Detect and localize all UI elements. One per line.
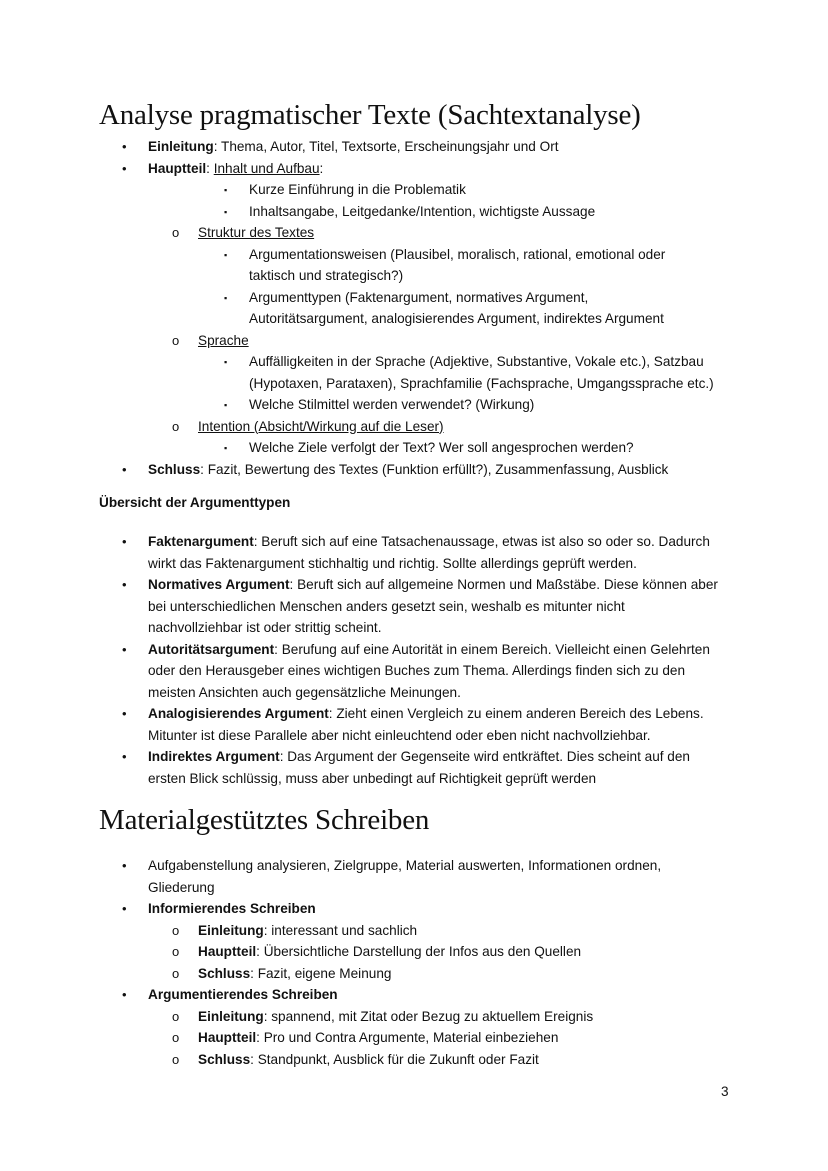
page-number: 3 [721, 1084, 729, 1099]
struktur-heading: Struktur des Textes [198, 225, 315, 240]
square-bullet-icon: ▪ [224, 443, 228, 453]
list-item [0, 136, 828, 158]
inhalt-aufbau-heading: Inhalt und Aufbau [213, 160, 320, 176]
bullet-icon: • [122, 641, 127, 657]
intention-heading: Intention (Absicht/Wirkung auf die Leser) [198, 418, 444, 434]
bullet-icon: • [122, 160, 127, 176]
bullet-icon: • [122, 706, 127, 721]
list-item [0, 330, 828, 352]
list-item: • Indirektes Argument: Das Argument der Gegenseite wird entkräftet. Dies scheint auf den [0, 746, 828, 768]
list-item-continuation: bei unterschiedlichen Menschen anders gesetzt sein, weshalb es mitunter nicht [148, 598, 625, 614]
section-title-sachtextanalyse: Analyse pragmatischer Texte (Sachtextanalyse) [99, 99, 641, 131]
schluss-text: : Fazit, Bewertung des Textes (Funktion erfüllt?), Zusammenfassung, Ausblick [200, 461, 669, 477]
square-bullet-icon: ▪ [224, 357, 228, 367]
list-item: o Hauptteil: Pro und Contra Argumente, Material einbeziehen [0, 1027, 828, 1049]
list-item: ▪ Auffälligkeiten in der Sprache (Adjektive, Substantive, Vokale etc.), Satzbau [0, 351, 828, 373]
hauptteil-label: Hauptteil [148, 160, 207, 176]
square-bullet-icon: ▪ [224, 292, 228, 303]
list-item: o Einleitung: spannend, mit Zitat oder Bezug zu aktuellem Ereignis [0, 1006, 828, 1028]
sachtextanalyse-list [0, 136, 828, 480]
list-item: ▪ Argumentationsweisen (Plausibel, moralisch, rational, emotional oder [0, 244, 828, 266]
list-item-continuation: nachvollziehbar ist oder strittig scheint. [148, 620, 382, 635]
list-item: ▪ Inhaltsangabe, Leitgedanke/Intention, wichtigste Aussage [0, 201, 828, 223]
argumenttypen-list [0, 531, 828, 789]
materialgestuetzt-list [0, 855, 828, 1070]
einleitung-text: : Thema, Autor, Titel, Textsorte, Erscheinungsjahr und Ort [213, 139, 559, 154]
list-item: o Einleitung: interessant und sachlich [0, 920, 828, 942]
list-item: • Faktenargument: Beruft sich auf eine Tatsachenaussage, etwas ist also so oder so. Dadurch [0, 531, 828, 553]
list-item [0, 898, 828, 920]
circle-bullet-icon: o [172, 1008, 180, 1024]
bullet-icon: • [122, 987, 127, 1002]
list-item-continuation: Mitunter ist diese Parallele aber nicht einleuchtend oder eben nicht nachvollziehbar. [148, 727, 651, 743]
list-item-continuation: Autoritätsargument, analogisierendes Argument, indirektes Argument [249, 311, 664, 326]
circle-bullet-icon: o [172, 1030, 180, 1045]
list-item: ▪ Kurze Einführung in die Problematik [0, 179, 828, 201]
section-title-materialgestuetztes-schreiben: Materialgestütztes Schreiben [99, 804, 430, 836]
circle-bullet-icon: o [172, 418, 180, 434]
bullet-icon: • [122, 577, 127, 592]
list-item-continuation: Gliederung [148, 879, 215, 895]
list-item [0, 222, 828, 244]
list-item: • Normatives Argument: Beruft sich auf allgemeine Normen und Maßstäbe. Diese können aber [0, 574, 828, 596]
bullet-icon: • [122, 858, 127, 873]
circle-bullet-icon: o [172, 1051, 180, 1067]
list-item-continuation: taktisch und strategisch?) [249, 268, 404, 283]
list-item: ▪ Argumenttypen (Faktenargument, normatives Argument, [0, 287, 828, 309]
circle-bullet-icon: o [172, 922, 180, 938]
sprache-heading: Sprache [198, 332, 249, 348]
list-item-continuation: (Hypotaxen, Parataxen), Sprachfamilie (Fachsprache, Umgangssprache etc.) [249, 375, 714, 391]
bullet-icon: • [122, 461, 127, 477]
bullet-icon: • [122, 749, 127, 764]
bullet-icon: • [122, 534, 127, 549]
einleitung-label: Einleitung [148, 139, 214, 154]
list-item: ▪ Welche Ziele verfolgt der Text? Wer soll angesprochen werden? [0, 437, 828, 459]
list-item-continuation: oder den Herausgeber eines wichtigen Buches zum Thema. Allerdings finden sich zu den [148, 663, 686, 678]
list-item: o Schluss: Standpunkt, Ausblick für die Zukunft oder Fazit [0, 1049, 828, 1071]
list-item: o Schluss: Fazit, eigene Meinung [0, 963, 828, 985]
argumentierend-heading: Argumentierendes Schreiben [148, 987, 338, 1002]
argumenttypen-heading: Übersicht der Argumenttypen [99, 495, 291, 510]
list-item: • Analogisierendes Argument: Zieht einen Vergleich zu einem anderen Bereich des Lebens. [0, 703, 828, 725]
circle-bullet-icon: o [172, 944, 180, 959]
circle-bullet-icon: o [172, 965, 180, 981]
list-item: o Hauptteil: Übersichtliche Darstellung der Infos aus den Quellen [0, 941, 828, 963]
list-item [0, 416, 828, 438]
circle-bullet-icon: o [172, 332, 180, 348]
list-item: • Hauptteil: Inhalt und Aufbau: [0, 158, 828, 180]
list-item: • Aufgabenstellung analysieren, Zielgruppe, Material auswerten, Informationen ordnen, [0, 855, 828, 877]
square-bullet-icon: ▪ [224, 249, 228, 260]
list-item-continuation: wirkt das Faktenargument stichhaltig und richtig. Sollte allerdings geprüft werden. [148, 555, 637, 571]
informierend-heading: Informierendes Schreiben [148, 901, 316, 916]
list-item [0, 984, 828, 1006]
bullet-icon: • [122, 901, 127, 916]
list-item: • Autoritätsargument: Berufung auf eine Autorität in einem Bereich. Vielleicht einen Gelehrten [0, 639, 828, 661]
schluss-label: Schluss [148, 461, 201, 477]
bullet-icon: • [122, 139, 127, 154]
list-item-continuation: ersten Blick schlüssig, muss aber unbedingt auf Richtigkeit geprüft werden [148, 770, 597, 786]
list-item-continuation: meisten Ansichten auch gegensätzliche Meinungen. [148, 684, 461, 700]
square-bullet-icon: ▪ [224, 400, 228, 410]
square-bullet-icon: ▪ [224, 185, 228, 195]
list-item: ▪ Welche Stilmittel werden verwendet? (Wirkung) [0, 394, 828, 416]
square-bullet-icon: ▪ [224, 206, 228, 217]
circle-bullet-icon: o [172, 225, 180, 240]
list-item [0, 459, 828, 481]
